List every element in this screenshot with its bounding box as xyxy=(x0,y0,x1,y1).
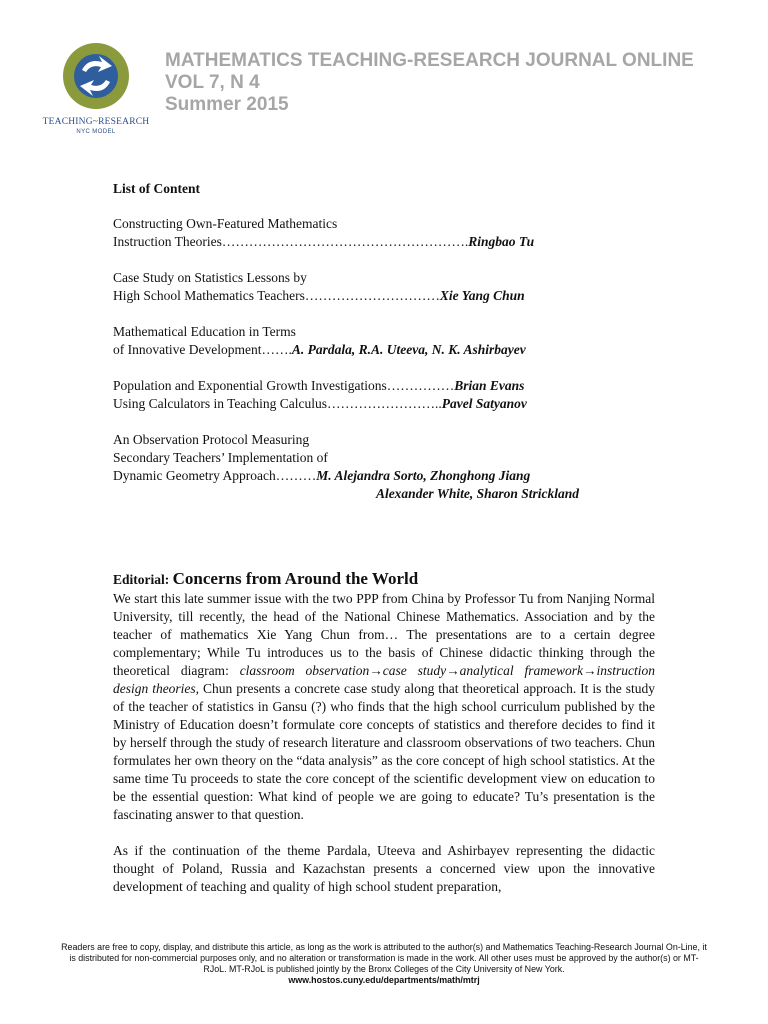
editorial-paragraph: As if the continuation of the theme Pardala, Uteeva and Ashirbayev representing the didactic thought of Poland, Russia and Kazachstan presents a concerned view upon the innovative development of teaching and quality of high school student preparation, xyxy=(113,843,655,894)
toc-author: A. Pardala, R.A. Uteeva, N. K. Ashirbayev xyxy=(291,342,526,357)
journal-logo xyxy=(40,40,152,140)
journal-url-link[interactable]: www.hostos.cuny.edu/departments/math/mtrj xyxy=(288,975,480,985)
toc-entry xyxy=(113,377,583,413)
toc-title: List of Content xyxy=(113,181,200,196)
diagram-text: classroom observation→case study→analytical framework→instruction design theories, xyxy=(113,663,655,696)
editorial-heading xyxy=(113,570,655,589)
toc-entry xyxy=(113,431,583,503)
toc-entry xyxy=(113,269,583,305)
logo-subtitle: NYC MODEL xyxy=(76,129,116,135)
editorial-paragraph: We start this late summer issue with the two PPP from China by Professor Tu from Nanjing Normal University, till recently, the head of the National Chinese Mathematics. Association and by the teacher of mathematics Xie Yang Chun from… The presentations are to a certain degree complementary; While Tu introduces us to the basis of Chinese didactic thinking through the theoretical diagram: classroom observation→case study→analytical framework→instruction design theories, Chun presents a concrete case study along that theoretical approach. It is the study of the teacher of statistics in Gansu (?) who finds that the high school curriculum published by the Ministry of Education doesn’t formulate core concepts of statistics and therefore decides to find it by herself through the study of research literature and classroom observations of two teachers. Chun formulates her own theory on the “data analysis” as the core concept of high school statistics. At the same time Tu proceeds to state the core concept of the scientific development view on education to be the essential question: What kind of people we are going to educate? Tu’s presentation is the fascinating answer to that question. xyxy=(113,591,655,822)
toc-entry-title-line: An Observation Protocol Measuring xyxy=(113,432,310,447)
toc-author: Ringbao Tu xyxy=(468,234,535,249)
toc-entry-title-line: Using Calculators in Teaching Calculus……………………..Pavel Satyanov xyxy=(113,396,527,411)
editorial-label: Editorial: xyxy=(113,572,170,587)
toc-entry-title-line: Secondary Teachers’ Implementation of xyxy=(113,450,328,465)
journal-volume: VOL 7, N 4 xyxy=(165,72,260,93)
journal-season: Summer 2015 xyxy=(165,94,289,115)
toc-entry xyxy=(113,323,583,359)
toc-entry-title-line: Constructing Own-Featured Mathematics xyxy=(113,216,338,231)
editorial-title: Concerns from Around the World xyxy=(172,569,419,588)
toc-author: Brian Evans xyxy=(454,378,525,393)
journal-title: MATHEMATICS TEACHING-RESEARCH JOURNAL ONLINE xyxy=(165,50,694,71)
toc-author: M. Alejandra Sorto, Zhonghong Jiang xyxy=(316,468,531,483)
toc-entry-title-line: Case Study on Statistics Lessons by xyxy=(113,270,307,285)
toc-entry-title-line: Dynamic Geometry Approach………M. Alejandra Sorto, Zhonghong Jiang xyxy=(113,468,531,483)
logo-title: TEACHING~RESEARCH xyxy=(42,117,150,127)
toc-entry-title-line: Mathematical Education in Terms xyxy=(113,324,296,339)
table-of-contents xyxy=(113,180,583,521)
toc-entry-title-line: Population and Exponential Growth Investigations……………Brian Evans xyxy=(113,378,525,393)
toc-entry-title-line: High School Mathematics Teachers…………………………Xie Yang Chun xyxy=(113,288,525,303)
license-notice: Readers are free to copy, display, and distribute this article, as long as the work is attributed to the author(s) and Mathematics Teaching-Research Journal On-Line, it is distributed for non-commercial purposes only, and no alteration or transformation is made in the work. All other uses must be approved by the author(s) or MT-RJoL. MT-RJoL is published jointly by the Bronx Colleges of the City University of New York. xyxy=(61,942,707,974)
toc-author: Xie Yang Chun xyxy=(439,288,525,303)
license-footer xyxy=(60,942,708,986)
toc-entry xyxy=(113,215,583,251)
toc-author: Pavel Satyanov xyxy=(441,396,527,411)
toc-author-continued: Alexander White, Sharon Strickland xyxy=(375,486,579,501)
teaching-research-logo-icon xyxy=(58,40,134,112)
toc-entry-title-line: of Innovative Development…….A. Pardala, R.A. Uteeva, N. K. Ashirbayev xyxy=(113,342,526,357)
journal-header xyxy=(165,50,694,116)
toc-entry-title-line: Instruction Theories……………………………………………….Ringbao Tu xyxy=(113,234,535,249)
editorial-section xyxy=(113,570,655,914)
